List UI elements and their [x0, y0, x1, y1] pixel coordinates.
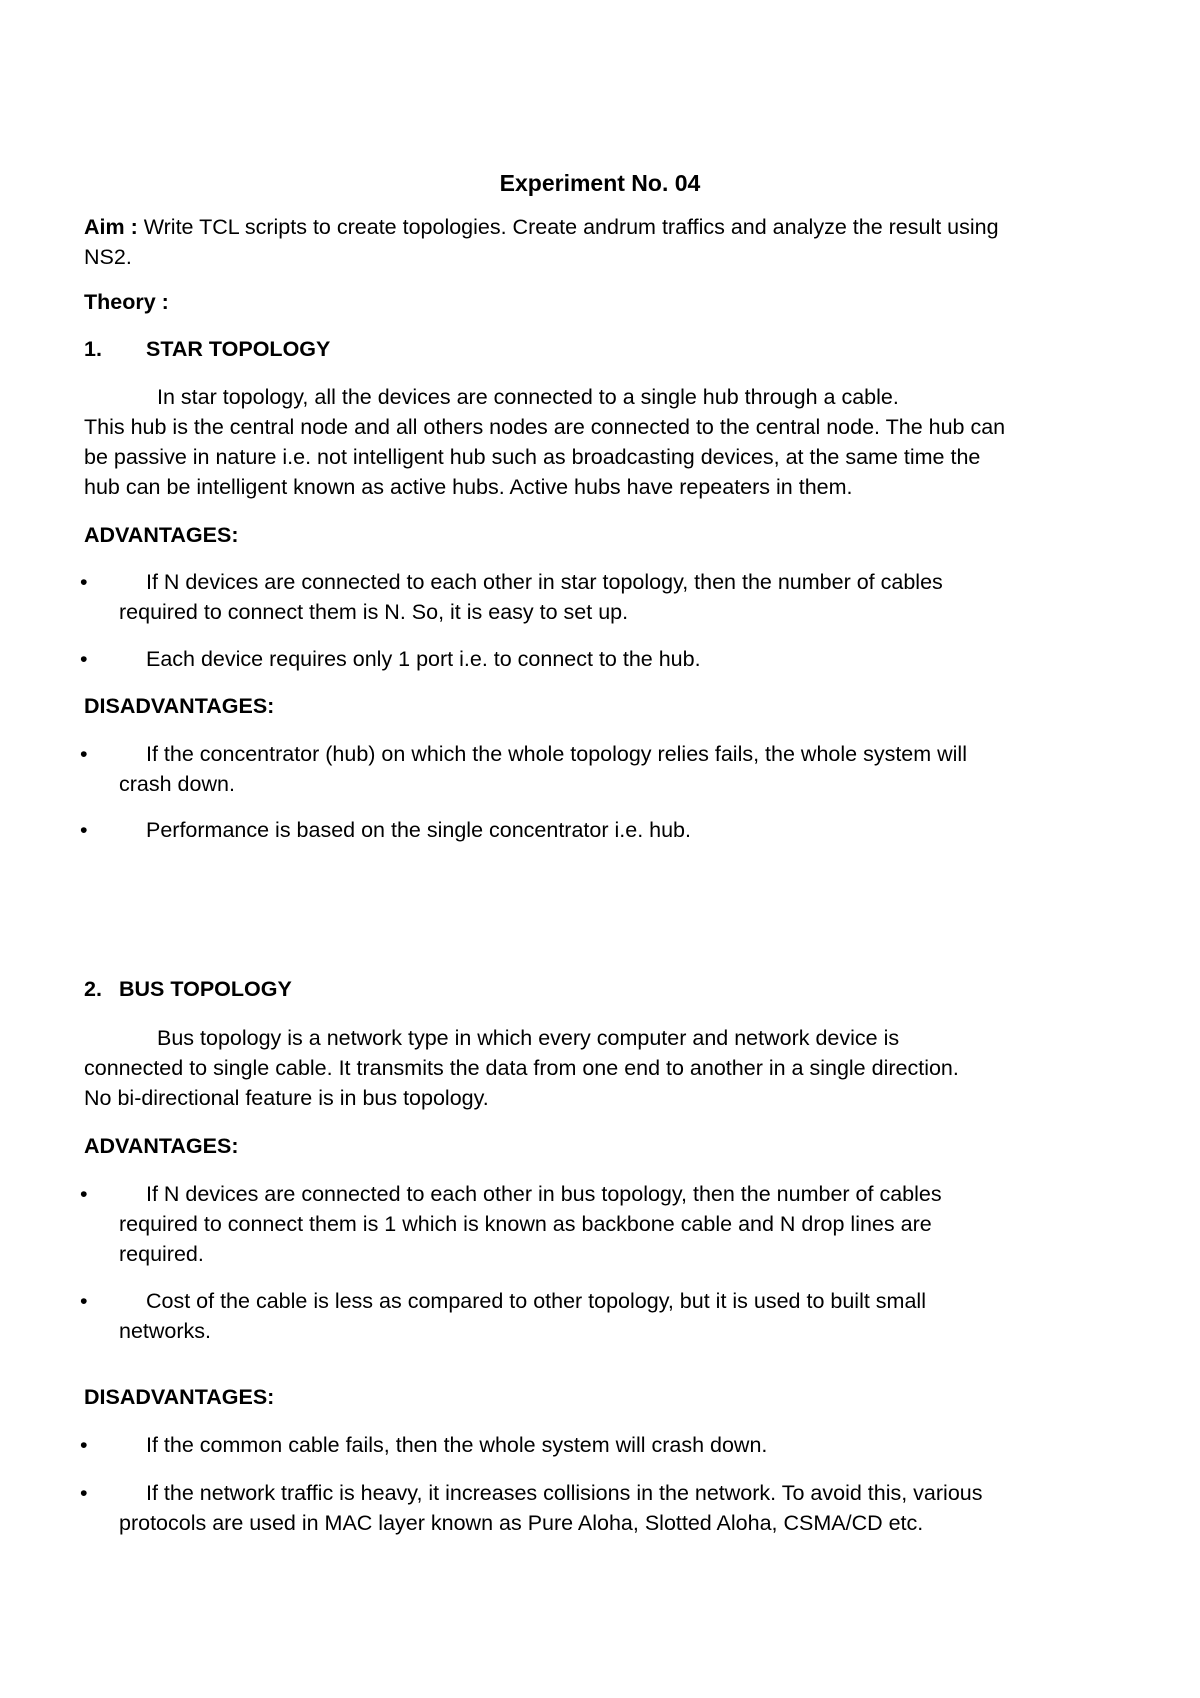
- star-advantage-item: Each device requires only 1 port i.e. to connect to the hub.: [146, 647, 701, 671]
- bullet-glyph: •: [80, 570, 88, 594]
- bullet-glyph: •: [80, 1481, 88, 1505]
- bullet-glyph: •: [80, 647, 88, 671]
- star-paragraph-line: hub can be intelligent known as active hubs. Active hubs have repeaters in them.: [84, 475, 853, 499]
- bus-advantage-item: Cost of the cable is less as compared to other topology, but it is used to built small: [146, 1289, 926, 1313]
- bus-advantage-item-continued: required to connect them is 1 which is known as backbone cable and N drop lines are: [119, 1212, 932, 1236]
- star-paragraph-line: be passive in nature i.e. not intelligent hub such as broadcasting devices, at the same time the: [84, 445, 981, 469]
- aim-label: Aim :: [84, 215, 138, 239]
- bus-advantages-heading: ADVANTAGES:: [84, 1134, 239, 1158]
- star-disadvantage-item: Performance is based on the single concentrator i.e. hub.: [146, 818, 691, 842]
- bus-paragraph-line: Bus topology is a network type in which every computer and network device is: [157, 1026, 900, 1050]
- star-advantages-heading: ADVANTAGES:: [84, 523, 239, 547]
- star-disadvantages-heading: DISADVANTAGES:: [84, 694, 275, 718]
- bullet-glyph: •: [80, 742, 88, 766]
- bus-disadvantages-heading: DISADVANTAGES:: [84, 1385, 275, 1409]
- bus-section-number: 2.: [84, 977, 102, 1001]
- star-section-number: 1.: [84, 337, 102, 361]
- bus-section-heading: BUS TOPOLOGY: [119, 977, 292, 1001]
- star-disadvantage-item-continued: crash down.: [119, 772, 235, 796]
- star-section-heading: STAR TOPOLOGY: [146, 337, 331, 361]
- bus-advantage-item: If N devices are connected to each other in bus topology, then the number of cables: [146, 1182, 942, 1206]
- bus-disadvantage-item: If the network traffic is heavy, it increases collisions in the network. To avoid this, various: [146, 1481, 983, 1505]
- aim-text-continued: NS2.: [84, 245, 132, 269]
- bullet-glyph: •: [80, 1182, 88, 1206]
- theory-label: Theory :: [84, 290, 169, 314]
- aim-text: Write TCL scripts to create topologies. Create andrum traffics and analyze the result using: [137, 215, 999, 239]
- bus-disadvantage-item-continued: protocols are used in MAC layer known as Pure Aloha, Slotted Aloha, CSMA/CD etc.: [119, 1511, 924, 1535]
- bullet-glyph: •: [80, 818, 88, 842]
- star-paragraph-line: This hub is the central node and all others nodes are connected to the central node. The hub can: [84, 415, 1006, 439]
- aim-line: [84, 213, 999, 241]
- bus-paragraph-line: No bi-directional feature is in bus topology.: [84, 1086, 489, 1110]
- bus-advantage-item-continued: required.: [119, 1242, 204, 1266]
- star-advantage-item-continued: required to connect them is N. So, it is easy to set up.: [119, 600, 629, 624]
- star-advantage-item: If N devices are connected to each other in star topology, then the number of cables: [146, 570, 943, 594]
- bullet-glyph: •: [80, 1289, 88, 1313]
- page-title: Experiment No. 04: [499, 170, 701, 196]
- bullet-glyph: •: [80, 1433, 88, 1457]
- star-disadvantage-item: If the concentrator (hub) on which the whole topology relies fails, the whole system will: [146, 742, 967, 766]
- bus-disadvantage-item: If the common cable fails, then the whole system will crash down.: [146, 1433, 768, 1457]
- bus-advantage-item-continued: networks.: [119, 1319, 212, 1343]
- bus-paragraph-line: connected to single cable. It transmits the data from one end to another in a single direction.: [84, 1056, 959, 1080]
- star-paragraph-line: In star topology, all the devices are connected to a single hub through a cable.: [157, 385, 899, 409]
